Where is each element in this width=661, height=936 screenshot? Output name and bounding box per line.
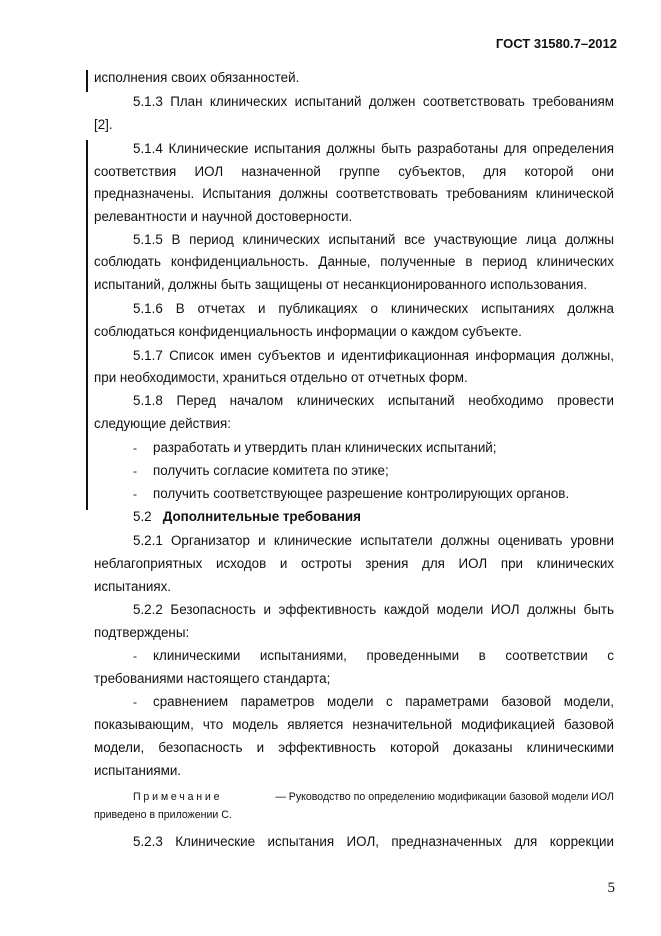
change-bar bbox=[86, 140, 88, 510]
bullet-marker: - bbox=[133, 695, 137, 709]
bullet-text: разработать и утвердить план клинических испытаний; bbox=[153, 440, 497, 455]
text-line: при необходимости, храниться отдельно от отчетных форм. bbox=[94, 370, 468, 385]
text-line: неблагоприятных исходов и остроты зрения для ИОЛ при клинических bbox=[94, 556, 614, 571]
note-label: Примечание bbox=[133, 791, 223, 803]
text-line: модели, безопасность и эффективность которой доказаны клиническими bbox=[94, 740, 614, 755]
section-title: Дополнительные требования bbox=[162, 509, 361, 524]
page-number: 5 bbox=[607, 880, 615, 896]
text-line: исполнения своих обязанностей. bbox=[94, 70, 300, 85]
section-heading bbox=[133, 509, 361, 525]
text-line: требованиями настоящего стандарта; bbox=[94, 671, 331, 686]
bullet-marker: - bbox=[133, 649, 137, 663]
text-line: 5.1.8 Перед началом клинических испытаний необходимо провести bbox=[133, 393, 614, 408]
text-line: испытаний, должны быть защищены от несанкционированного использования. bbox=[94, 277, 588, 292]
bullet-marker: - bbox=[133, 464, 137, 478]
bullet-text: получить соответствующее разрешение контролирующих органов. bbox=[153, 486, 570, 501]
text-line: 5.2.3 Клинические испытания ИОЛ, предназначенных для коррекции bbox=[133, 834, 614, 849]
bullet-marker: - bbox=[133, 487, 137, 501]
text-line: испытаниями. bbox=[94, 763, 182, 778]
text-line: предназначены. Испытания должны соответствовать требованиям клинической bbox=[94, 186, 614, 201]
text-line: 5.2.1 Организатор и клинические испытатели должны оценивать уровни bbox=[133, 533, 614, 548]
text-line: подтверждены: bbox=[94, 625, 190, 640]
text-line: 5.2.2 Безопасность и эффективность каждой модели ИОЛ должны быть bbox=[133, 602, 614, 617]
change-bar bbox=[86, 70, 88, 92]
section-number: 5.2 bbox=[133, 509, 152, 524]
bullet-marker: - bbox=[133, 441, 137, 455]
text-line: следующие действия: bbox=[94, 416, 232, 431]
note-text: приведено в приложении С. bbox=[94, 809, 232, 821]
text-line: релевантности и научной достоверности. bbox=[94, 209, 353, 224]
bullet-text: получить согласие комитета по этике; bbox=[153, 463, 389, 478]
note-text: — Руководство по определению модификации базовой модели ИОЛ bbox=[275, 791, 614, 803]
page-header: ГОСТ 31580.7–2012 bbox=[495, 36, 617, 51]
note-line bbox=[133, 790, 614, 804]
text-line: соответствия ИОЛ назначенной группе субъектов, для которой они bbox=[94, 164, 614, 179]
bullet-text: сравнением параметров модели с параметрами базовой модели, bbox=[153, 694, 614, 709]
text-line: испытаниях. bbox=[94, 579, 172, 594]
bullet-text: клиническими испытаниями, проведенными в соответствии с bbox=[153, 648, 614, 663]
text-line: соблюдаться конфиденциальность информации о каждом субъекте. bbox=[94, 324, 522, 339]
text-line: [2]. bbox=[94, 117, 113, 132]
text-line: 5.1.7 Список имен субъектов и идентификационная информация должны, bbox=[133, 348, 614, 363]
text-line: 5.1.3 План клинических испытаний должен соответствовать требованиям bbox=[133, 94, 614, 109]
text-line: 5.1.4 Клинические испытания должны быть разработаны для определения bbox=[133, 141, 614, 156]
text-line: 5.1.5 В период клинических испытаний все участвующие лица должны bbox=[133, 232, 614, 247]
text-line: 5.1.6 В отчетах и публикациях о клинических испытаниях должна bbox=[133, 301, 614, 316]
text-line: показывающим, что модель является незначительной модификацией базовой bbox=[94, 717, 614, 732]
text-line: соблюдать конфиденциальность. Данные, полученные в период клинических bbox=[94, 254, 614, 269]
